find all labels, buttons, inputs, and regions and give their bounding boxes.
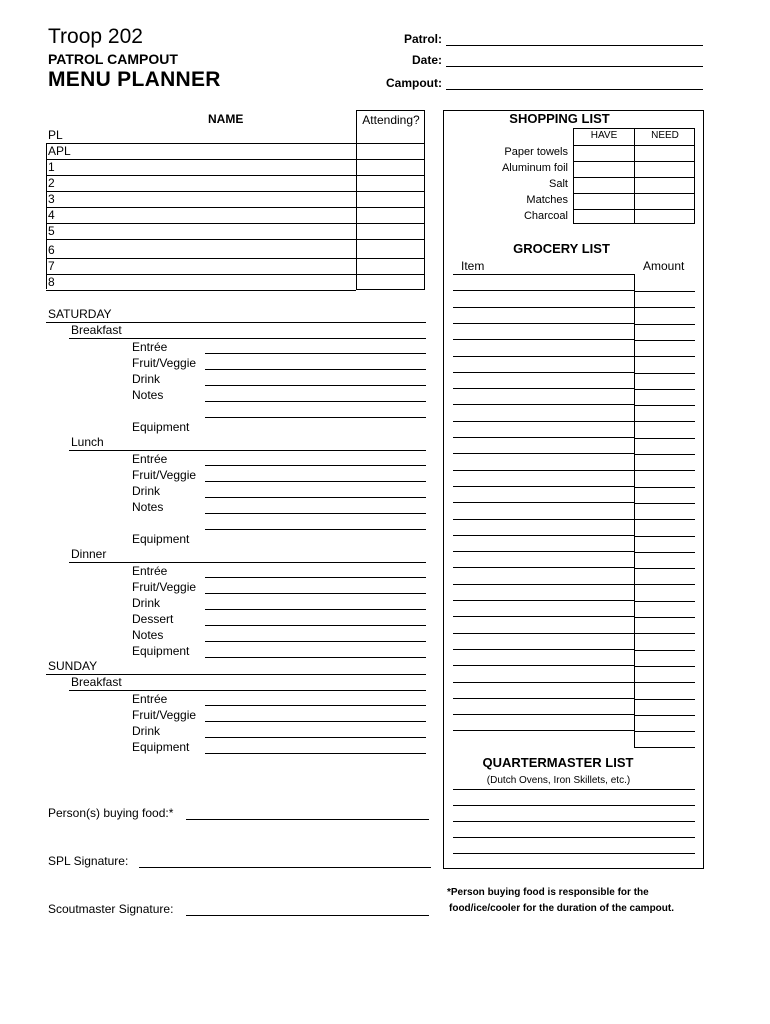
grocery-item-field[interactable]	[453, 633, 634, 634]
grocery-item-field[interactable]	[453, 502, 634, 503]
quartermaster-field[interactable]	[453, 853, 695, 854]
meal-item-field[interactable]	[205, 657, 426, 658]
sat-breakfast-rule	[69, 338, 426, 339]
meal-item-label: Fruit/Veggie	[132, 468, 197, 482]
meal-item-label: Fruit/Veggie	[132, 708, 197, 722]
page-title: MENU PLANNER	[48, 68, 221, 91]
shopping-item-label: Salt	[549, 178, 568, 190]
attending-cell[interactable]	[356, 143, 425, 144]
sat-dinner-rule	[69, 562, 426, 563]
grocery-item-field[interactable]	[453, 356, 634, 357]
date-field[interactable]	[446, 66, 703, 67]
meal-item-label: Equipment	[132, 740, 190, 754]
buyer-field[interactable]	[186, 819, 429, 820]
meal-item-field[interactable]	[205, 753, 426, 754]
meal-item-field[interactable]	[205, 641, 426, 642]
sunday-label: SUNDAY	[48, 659, 98, 673]
roster-left-rule	[46, 143, 47, 289]
grocery-item-field[interactable]	[453, 665, 634, 666]
roster-row-label: 5	[48, 224, 55, 238]
roster-row-label: PL	[48, 128, 63, 142]
grocery-item-field[interactable]	[453, 437, 634, 438]
grocery-title: GROCERY LIST	[513, 241, 610, 256]
meal-item-label: Drink	[132, 484, 161, 498]
grocery-amount-field[interactable]	[635, 438, 695, 439]
attending-cell[interactable]	[356, 175, 425, 176]
shopping-grid-row[interactable]	[573, 161, 695, 162]
quartermaster-field[interactable]	[453, 821, 695, 822]
grocery-item-field[interactable]	[453, 730, 634, 731]
meal-item-field[interactable]	[205, 369, 426, 370]
roster-name-field[interactable]	[46, 207, 356, 208]
meal-item-field[interactable]	[205, 609, 426, 610]
attending-cell[interactable]	[356, 191, 425, 192]
grocery-item-field[interactable]	[453, 682, 634, 683]
meal-item-field[interactable]	[205, 705, 426, 706]
grocery-amount-field[interactable]	[635, 650, 695, 651]
saturday-label: SATURDAY	[48, 307, 112, 321]
grocery-amount-field[interactable]	[635, 617, 695, 618]
grocery-item-field[interactable]	[453, 339, 634, 340]
meal-item-label: Dessert	[132, 612, 174, 626]
meal-item-field[interactable]	[205, 353, 426, 354]
shopping-item-label: Charcoal	[523, 210, 568, 222]
roster-row-label: 7	[48, 259, 55, 273]
meal-item-label: Equipment	[132, 532, 190, 546]
grocery-amount-field[interactable]	[635, 536, 695, 537]
roster-row-label: APL	[48, 144, 71, 158]
grocery-amount-field[interactable]	[635, 519, 695, 520]
buyer-label: Person(s) buying food:*	[48, 806, 174, 820]
meal-item-label: Notes	[132, 628, 164, 642]
grocery-item-field[interactable]	[453, 486, 634, 487]
grocery-item-field[interactable]	[453, 714, 634, 715]
grocery-item-field[interactable]	[453, 519, 634, 520]
roster-name-field[interactable]	[46, 274, 356, 275]
sat-lunch-rule	[69, 450, 426, 451]
grocery-amount-field[interactable]	[635, 682, 695, 683]
roster-row-label: 6	[48, 243, 55, 257]
troop-title: Troop 202	[48, 25, 143, 48]
grocery-item-field[interactable]	[453, 372, 634, 373]
footnote-line1: *Person buying food is responsible for the	[447, 887, 649, 898]
meal-item-field[interactable]	[205, 385, 426, 386]
grocery-item-field[interactable]	[453, 421, 634, 422]
sat-lunch-label: Lunch	[71, 435, 104, 449]
grocery-amount-field[interactable]	[635, 666, 695, 667]
grocery-amount-field[interactable]	[635, 389, 695, 390]
shopping-item-label: Aluminum foil	[501, 162, 568, 174]
shopping-title: SHOPPING LIST	[509, 111, 610, 126]
attending-header: Attending?	[362, 113, 420, 127]
shopping-grid-row[interactable]	[573, 193, 695, 194]
meal-item-label: Notes	[132, 388, 164, 402]
grocery-amount-field[interactable]	[635, 487, 695, 488]
meal-item-label: Entrée	[132, 692, 168, 706]
attending-cell[interactable]	[356, 159, 425, 160]
meal-item-field[interactable]	[205, 625, 426, 626]
roster-row-label: 2	[48, 176, 55, 190]
grocery-amount-field[interactable]	[635, 307, 695, 308]
grocery-amount-field[interactable]	[635, 699, 695, 700]
attending-cell[interactable]	[356, 258, 425, 259]
meal-item-field[interactable]	[205, 529, 426, 530]
sat-dinner-label: Dinner	[71, 547, 107, 561]
sun-breakfast-rule	[69, 690, 426, 691]
meal-item-field[interactable]	[205, 465, 426, 466]
grocery-amount-field[interactable]	[635, 291, 695, 292]
shopping-grid-row[interactable]	[573, 177, 695, 178]
roster-name-field[interactable]	[46, 143, 356, 144]
grocery-divider	[634, 274, 635, 748]
sun-breakfast-label: Breakfast	[71, 675, 122, 689]
shopping-grid-row[interactable]	[573, 145, 695, 146]
grocery-item-field[interactable]	[453, 649, 634, 650]
grocery-item-field[interactable]	[453, 600, 634, 601]
grocery-amount-field[interactable]	[635, 747, 695, 748]
grocery-amount-field[interactable]	[635, 715, 695, 716]
grocery-item-field[interactable]	[453, 551, 634, 552]
roster-row-label: 3	[48, 192, 55, 206]
date-label: Date:	[411, 53, 442, 67]
name-header: NAME	[208, 112, 244, 126]
meal-item-label: Entrée	[132, 564, 168, 578]
meal-item-label: Fruit/Veggie	[132, 356, 197, 370]
campout-label: Campout:	[386, 76, 442, 90]
shopping-item-label: Matches	[526, 194, 568, 206]
grocery-amount-field[interactable]	[635, 601, 695, 602]
grocery-item-field[interactable]	[453, 404, 634, 405]
shopping-grid-row[interactable]	[573, 209, 695, 210]
roster-row-label: 8	[48, 275, 55, 289]
roster-name-field[interactable]	[46, 258, 356, 259]
scoutmaster-signature-field[interactable]	[186, 915, 429, 916]
sat-breakfast-label: Breakfast	[71, 323, 122, 337]
grocery-amount-field[interactable]	[635, 470, 695, 471]
attending-cell[interactable]	[356, 207, 425, 208]
meal-item-label: Drink	[132, 724, 161, 738]
roster-row-label: 4	[48, 208, 55, 222]
grocery-amount-field[interactable]	[635, 405, 695, 406]
grocery-item-field[interactable]	[453, 323, 634, 324]
scoutmaster-label: Scoutmaster Signature:	[48, 902, 174, 916]
meal-item-field[interactable]	[205, 513, 426, 514]
spl-signature-field[interactable]	[139, 867, 431, 868]
quartermaster-title: QUARTERMASTER LIST	[482, 755, 634, 770]
grocery-item-header: Item	[461, 259, 485, 273]
meal-item-field[interactable]	[205, 417, 426, 418]
meal-item-label: Drink	[132, 596, 161, 610]
roster-name-field[interactable]	[46, 191, 356, 192]
meal-item-label: Entrée	[132, 452, 168, 466]
roster-name-field[interactable]	[46, 175, 356, 176]
grocery-amount-field[interactable]	[635, 324, 695, 325]
attending-column	[356, 110, 425, 290]
subtitle: PATROL CAMPOUT	[48, 51, 178, 67]
grocery-item-field[interactable]	[453, 535, 634, 536]
attending-cell[interactable]	[356, 274, 425, 275]
grocery-item-field[interactable]	[453, 388, 634, 389]
grocery-amount-field[interactable]	[635, 421, 695, 422]
meal-item-label: Equipment	[132, 420, 190, 434]
meal-item-field[interactable]	[205, 481, 426, 482]
meal-item-field[interactable]	[205, 737, 426, 738]
roster-name-field[interactable]	[46, 239, 356, 240]
roster-row-label: 1	[48, 160, 55, 174]
meal-item-field[interactable]	[205, 497, 426, 498]
grocery-item-field[interactable]	[453, 616, 634, 617]
quartermaster-subtitle: (Dutch Ovens, Iron Skillets, etc.)	[486, 775, 631, 786]
footnote-line2: food/ice/cooler for the duration of the campout.	[449, 903, 675, 914]
grocery-item-field[interactable]	[453, 274, 634, 275]
meal-item-label: Entrée	[132, 340, 168, 354]
meal-item-field[interactable]	[205, 401, 426, 402]
meal-item-field[interactable]	[205, 577, 426, 578]
grocery-amount-field[interactable]	[635, 373, 695, 374]
grocery-item-field[interactable]	[453, 470, 634, 471]
quartermaster-field[interactable]	[453, 837, 695, 838]
roster-name-field[interactable]	[46, 223, 356, 224]
attending-cell[interactable]	[356, 239, 425, 240]
quartermaster-field[interactable]	[453, 789, 695, 790]
grocery-amount-header: Amount	[643, 259, 685, 273]
patrol-label: Patrol:	[403, 32, 442, 46]
grocery-amount-field[interactable]	[635, 568, 695, 569]
grocery-amount-field[interactable]	[635, 633, 695, 634]
roster-name-field[interactable]	[46, 290, 356, 291]
need-header: NEED	[651, 130, 679, 141]
meal-item-field[interactable]	[205, 593, 426, 594]
spl-label: SPL Signature:	[48, 854, 129, 868]
grocery-item-field[interactable]	[453, 453, 634, 454]
campout-field[interactable]	[446, 89, 703, 90]
meal-item-label: Notes	[132, 500, 164, 514]
meal-item-label: Fruit/Veggie	[132, 580, 197, 594]
meal-item-field[interactable]	[205, 721, 426, 722]
roster-name-field[interactable]	[46, 159, 356, 160]
grocery-item-field[interactable]	[453, 698, 634, 699]
have-header: HAVE	[590, 130, 618, 141]
quartermaster-field[interactable]	[453, 805, 695, 806]
grocery-amount-field[interactable]	[635, 356, 695, 357]
grocery-item-field[interactable]	[453, 307, 634, 308]
grocery-item-field[interactable]	[453, 567, 634, 568]
grocery-amount-field[interactable]	[635, 552, 695, 553]
grocery-item-field[interactable]	[453, 584, 634, 585]
attending-cell[interactable]	[356, 223, 425, 224]
grocery-amount-field[interactable]	[635, 503, 695, 504]
grocery-amount-field[interactable]	[635, 731, 695, 732]
grocery-amount-field[interactable]	[635, 340, 695, 341]
meal-item-label: Equipment	[132, 644, 190, 658]
meal-item-label: Drink	[132, 372, 161, 386]
grocery-amount-field[interactable]	[635, 454, 695, 455]
shopping-item-label: Paper towels	[504, 146, 568, 158]
grocery-item-field[interactable]	[453, 290, 634, 291]
patrol-field[interactable]	[446, 45, 703, 46]
grocery-amount-field[interactable]	[635, 584, 695, 585]
